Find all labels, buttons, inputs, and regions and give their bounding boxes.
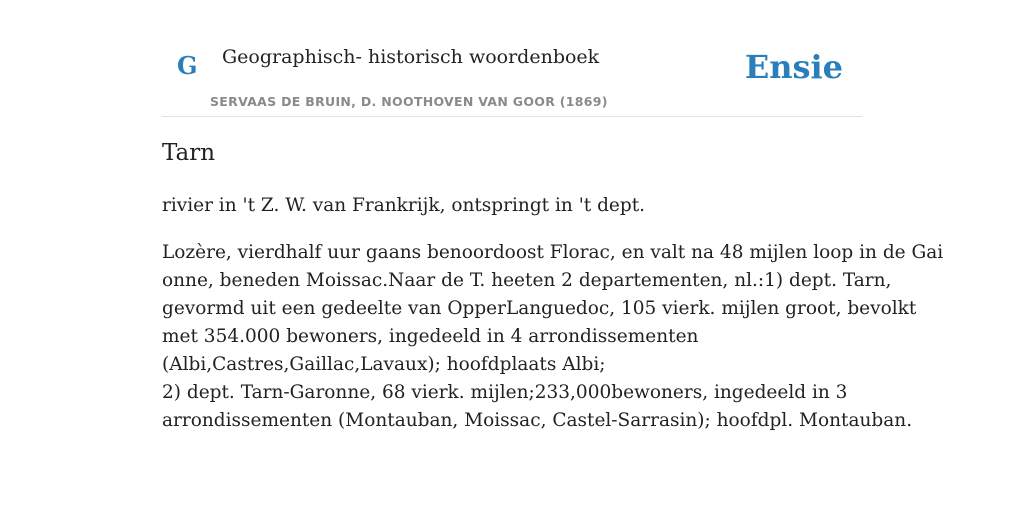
book-title-link[interactable]: Geographisch- historisch woordenboek — [222, 46, 600, 68]
entry-paragraph-line: onne, beneden Moissac.Naar de T. heeten 2 departementen, nl.:1) dept. Tarn, — [162, 270, 892, 291]
entry-paragraph-line: met 354.000 bewoners, ingedeeld in 4 arrondissementen — [162, 326, 699, 347]
entry-paragraph-line: (Albi,Castres,Gaillac,Lavaux); hoofdplaats Albi; — [162, 354, 606, 375]
entry-title: Tarn — [162, 140, 216, 166]
entry-paragraph-line: Lozère, vierdhalf uur gaans benoordoost Florac, en valt na 48 mijlen loop in de Gai — [162, 242, 944, 263]
entry-paragraph-1: rivier in 't Z. W. van Frankrijk, ontspringt in 't dept. — [162, 195, 646, 216]
ensie-logo-link[interactable]: Ensie — [744, 48, 843, 86]
entry-paragraph-2 — [162, 239, 944, 435]
entry-paragraph-line: gevormd uit een gedeelte van OpperLanguedoc, 105 vierk. mijlen groot, bevolkt — [162, 298, 917, 319]
book-letter-badge[interactable]: G — [177, 51, 198, 80]
book-author: SERVAAS DE BRUIN, D. NOOTHOVEN VAN GOOR (1869) — [210, 94, 608, 109]
entry-paragraph-line: arrondissementen (Montauban, Moissac, Castel-Sarrasin); hoofdpl. Montauban. — [162, 410, 913, 431]
page — [162, 0, 944, 431]
book-header — [162, 0, 862, 117]
entry-paragraph-line: 2) dept. Tarn-Garonne, 68 vierk. mijlen;233,000bewoners, ingedeeld in 3 — [162, 382, 848, 403]
